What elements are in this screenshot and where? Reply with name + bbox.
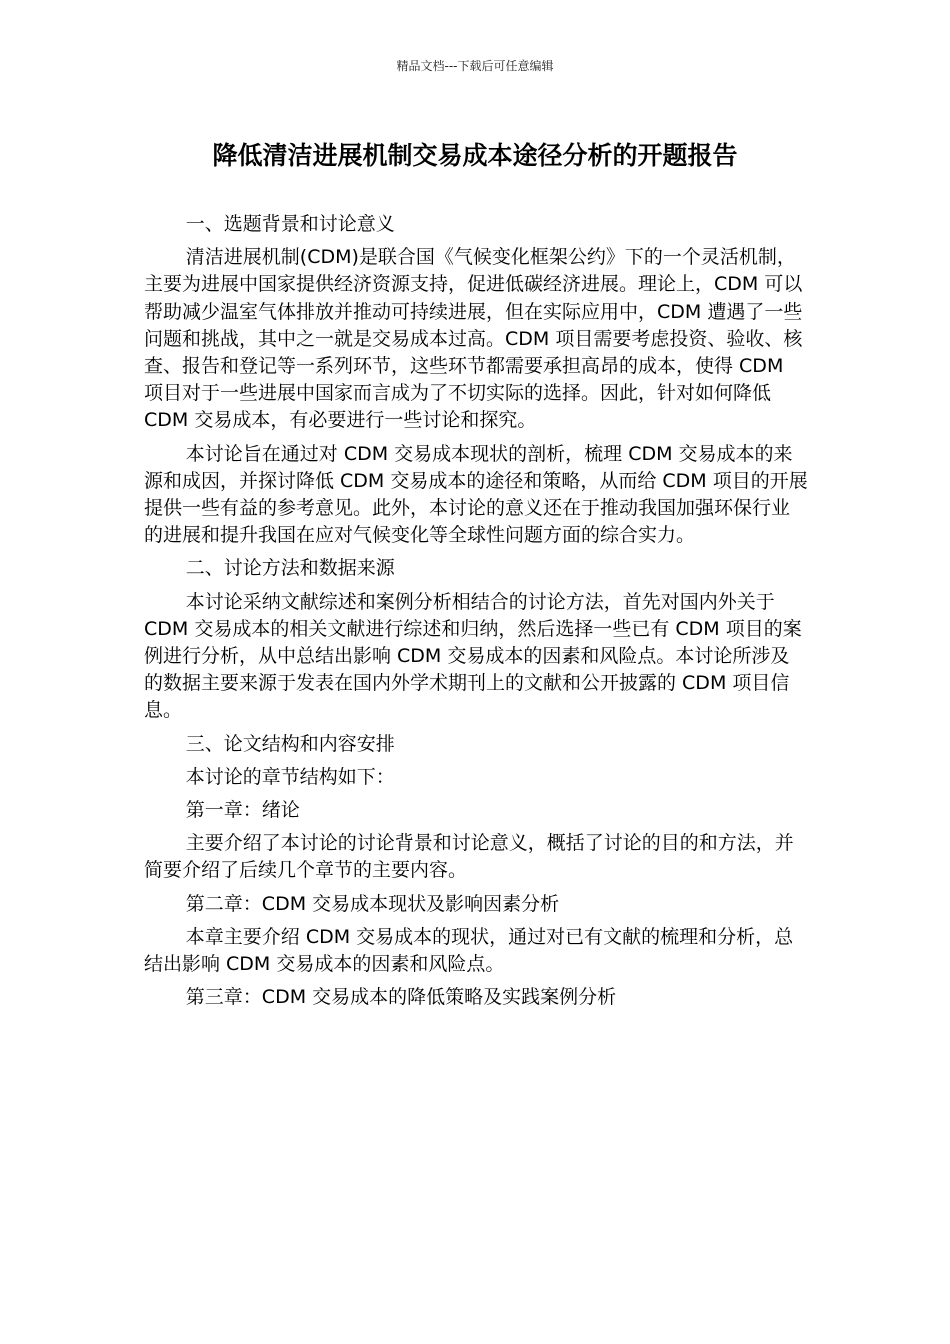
chapter-3-heading: 第三章：CDM 交易成本的降低策略及实践案例分析 (185, 986, 617, 1009)
chapter-2-heading: 第二章：CDM 交易成本现状及影响因素分析 (185, 892, 560, 915)
document-title: 降低清洁进展机制交易成本途径分析的开题报告 (212, 141, 738, 170)
paragraph-structure-intro: 本讨论的章节结构如下： (185, 765, 395, 788)
section-heading-background: 一、选题背景和讨论意义 (185, 213, 395, 235)
document-body (144, 211, 808, 1017)
section-heading-methods: 二、讨论方法和数据来源 (185, 557, 395, 580)
page-header-note: 精品文档---下载后可任意编辑 (396, 59, 554, 73)
paragraph-methods: 本讨论采纳文献综述和案例分析相结合的讨论方法，首先对国内外关于 CDM 交易成本的相关文献进行综述和归纳，然后选择一些已有 CDM 项目的案例进行分析，从中总结出影响 CDM 交易成本的因素和风险点。本讨论所涉及的数据主要来源于发表在国内外学术期刊上的文献和公开披露的 CDM 项目信息。 (144, 590, 802, 722)
paragraph-research-purpose: 本讨论旨在通过对 CDM 交易成本现状的剖析，梳理 CDM 交易成本的来源和成因，并探讨降低 CDM 交易成本的途径和策略，从而给 CDM 项目的开展提供一些有益的参考意见。此外，本讨论的意义还在于推动我国加强环保行业的进展和提升我国在应对气候变化等全球性问题方面的综合实力。 (144, 442, 808, 547)
paragraph-cdm-intro: 清洁进展机制(CDM)是联合国《气候变化框架公约》下的一个灵活机制，主要为进展中国家提供经济资源支持，促进低碳经济进展。理论上，CDM 可以帮助减少温室气体排放并推动可持续进展，但在实际应用中，CDM 遭遇了一些问题和挑战，其中之一就是交易成本过高。CDM 项目需要考虑投资、验收、核查、报告和登记等一系列环节，这些环节都需要承担高昂的成本，使得 CDM 项目对于一些进展中国家而言成为了不切实际的选择。因此，针对如何降低 CDM 交易成本，有必要进行一些讨论和探究。 (144, 246, 803, 432)
chapter-1-summary: 主要介绍了本讨论的讨论背景和讨论意义，概括了讨论的目的和方法，并简要介绍了后续几个章节的主要内容。 (144, 832, 794, 882)
chapter-1-heading: 第一章：绪论 (185, 799, 300, 822)
section-heading-structure: 三、论文结构和内容安排 (185, 732, 395, 755)
chapter-2-summary: 本章主要介绍 CDM 交易成本的现状，通过对已有文献的梳理和分析，总结出影响 CDM 交易成本的因素和风险点。 (144, 925, 794, 976)
